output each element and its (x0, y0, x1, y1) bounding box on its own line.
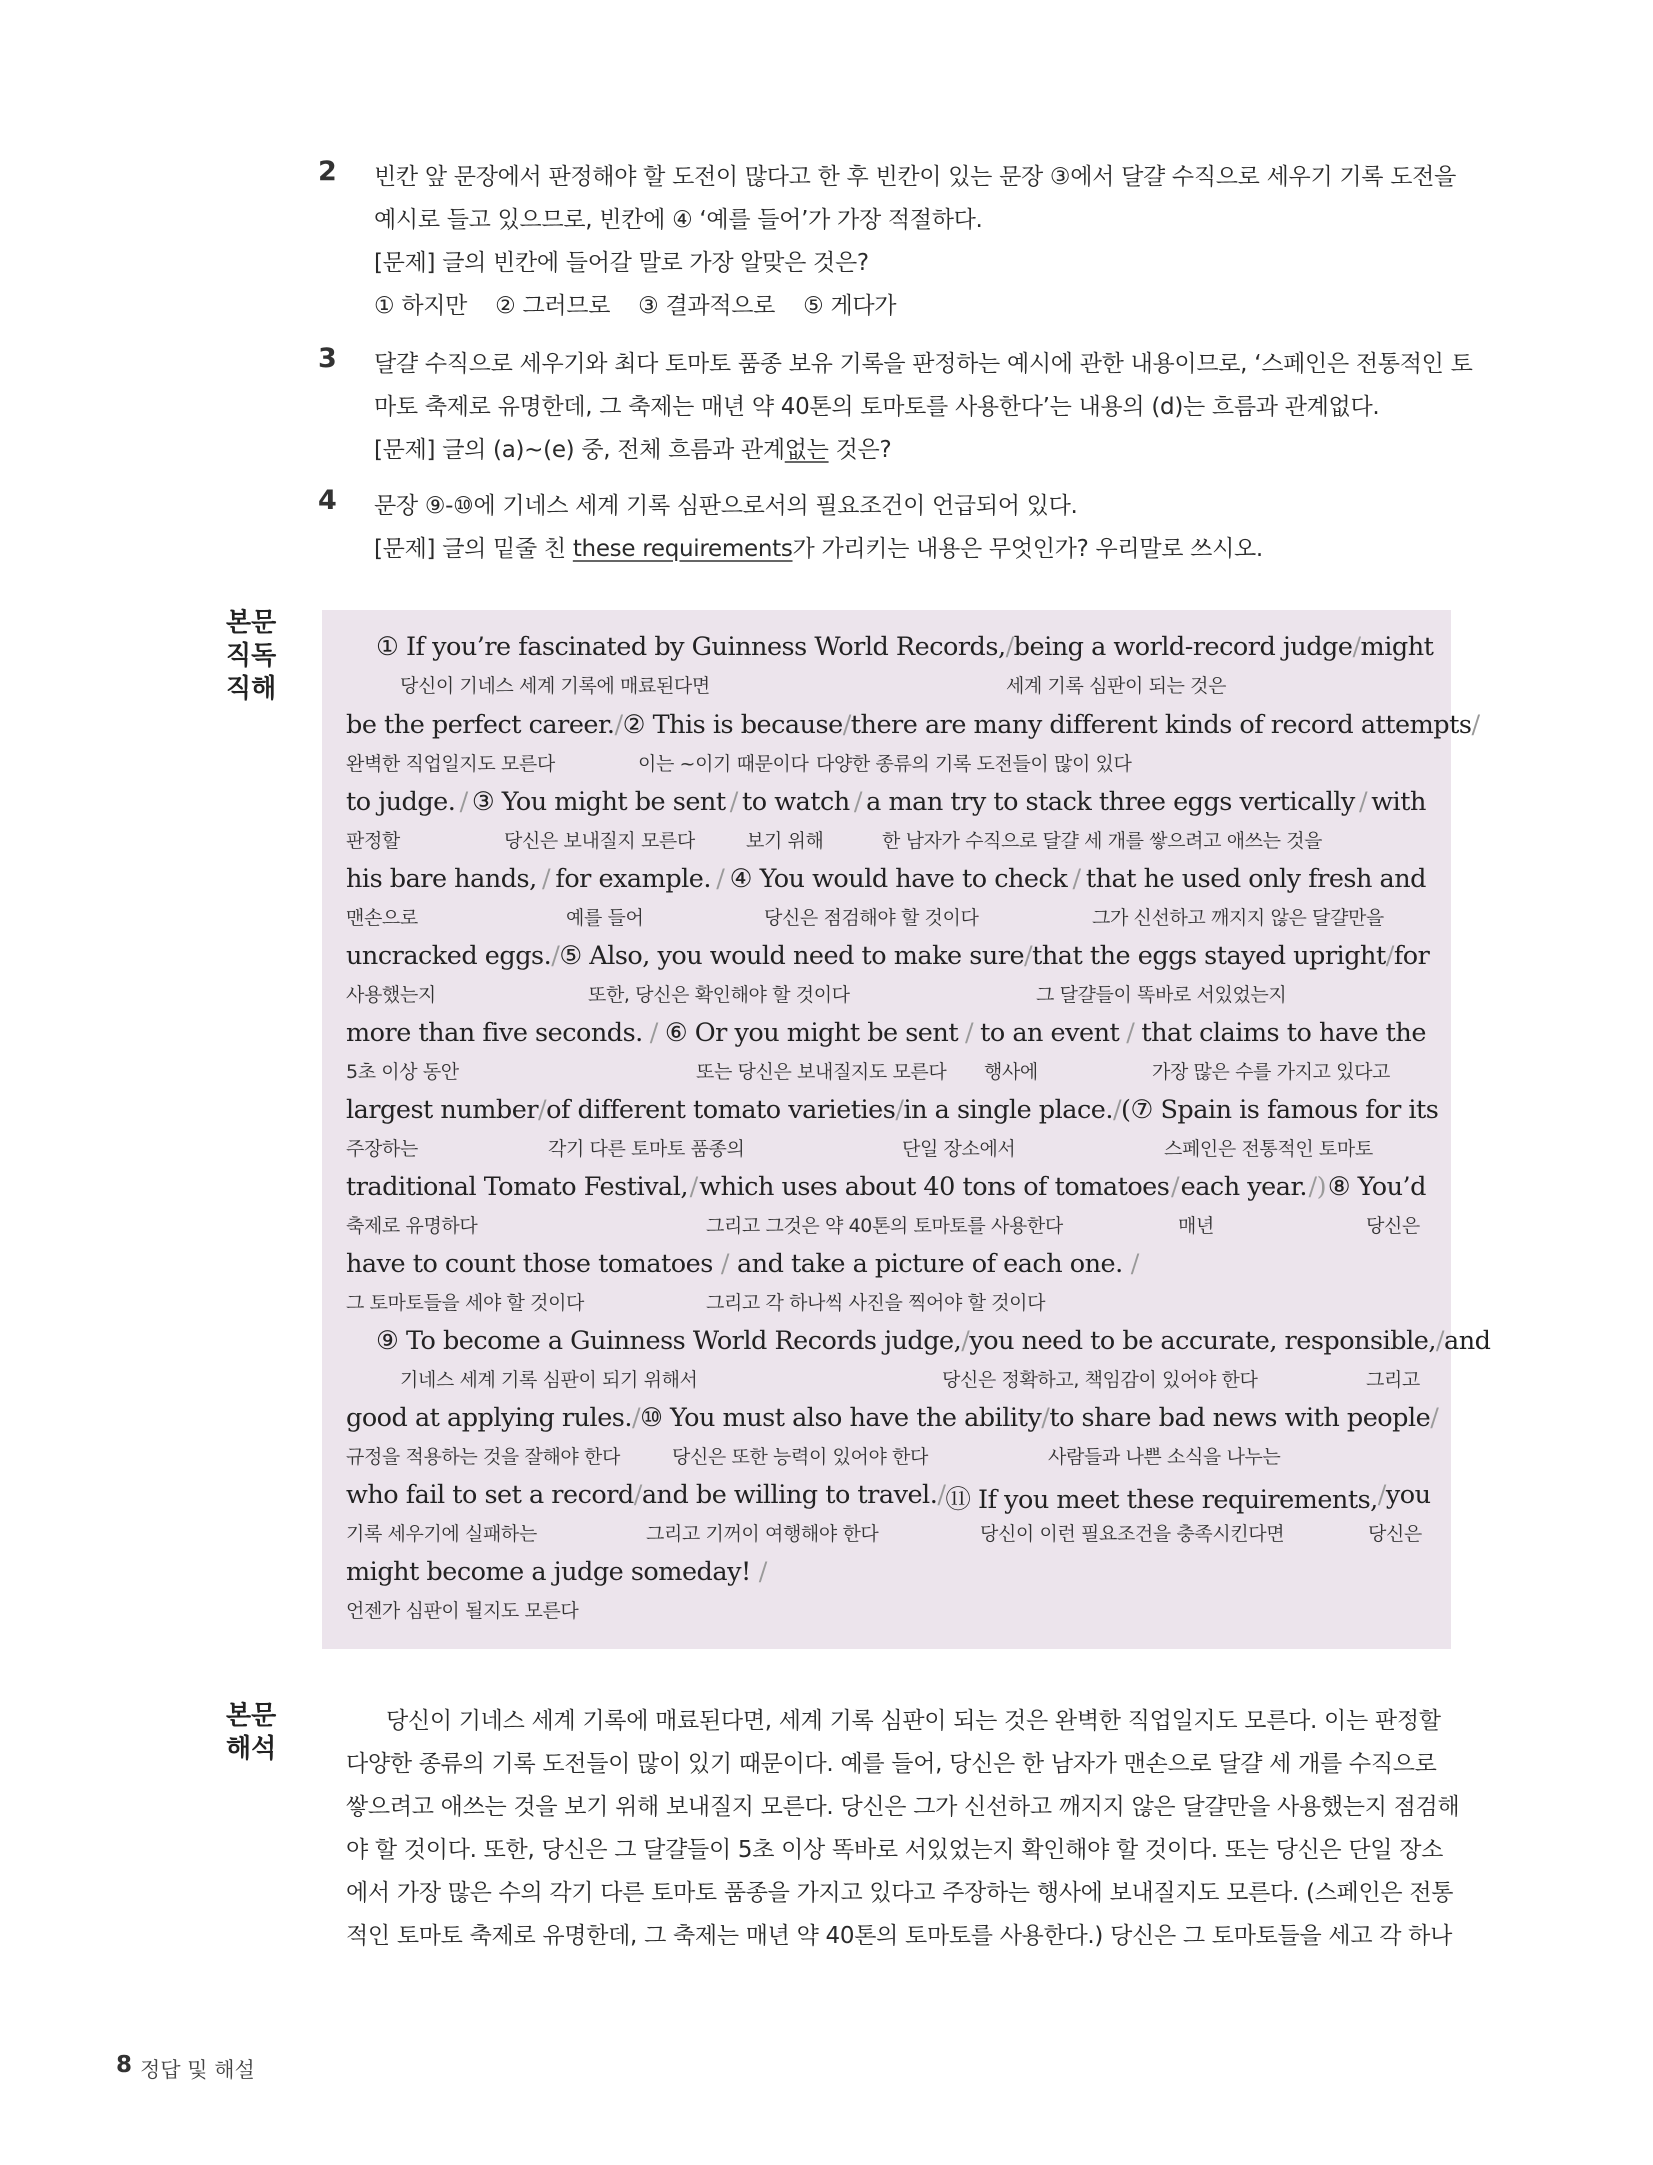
chunk-slash: / (689, 1172, 698, 1202)
section-label-reading: 본문 직독 직해 (226, 608, 277, 704)
question-number: 2 (318, 156, 337, 187)
english-sentence (376, 1326, 1491, 1356)
chunk-slash: / (1072, 864, 1081, 894)
english-chunk: being a world-record judge (1013, 632, 1353, 662)
english-chunk: be the perfect career. (346, 710, 615, 740)
chunk-slash: / (842, 710, 851, 740)
chunk-slash: / (937, 1480, 946, 1510)
english-chunk: might (1360, 632, 1434, 662)
korean-gloss: 축제로 유명하다 (346, 1215, 478, 1237)
reading-row (346, 1249, 1426, 1319)
question-line: 달걀 수직으로 세우기와 최다 토마토 품종 보유 기록을 판정하는 예시에 관한 내용이므로, ‘스페인은 전통적인 토 (374, 351, 1473, 377)
question-line: 마토 축제로 유명한데, 그 축제는 매년 약 40톤의 토마토를 사용한다’는 내용의 (d)는 흐름과 관계없다. (374, 394, 1380, 420)
question-line: ① 하지만 ② 그러므로 ③ 결과적으로 ⑤ 게다가 (374, 293, 897, 319)
english-chunk: and take a picture of each one. (736, 1249, 1123, 1279)
chunk-slash: / (716, 864, 725, 894)
chunk-slash: / (1041, 1403, 1050, 1433)
reading-row (346, 1326, 1491, 1396)
korean-gloss: 이는 ~이기 때문이다 (638, 753, 809, 775)
page-number: 8 (116, 2052, 133, 2078)
chunk-slash: / (1005, 632, 1014, 662)
chunk-slash: / (729, 787, 738, 817)
english-chunk: ⑤ Also, you would need to make sure (559, 941, 1025, 971)
english-chunk: for example. (555, 864, 711, 894)
chunk-slash: / (542, 864, 551, 894)
chunk-slash: / (1435, 1326, 1445, 1356)
korean-gloss: 기록 세우기에 실패하는 (346, 1523, 537, 1545)
question-number: 4 (318, 485, 337, 516)
question-line: 문장 ⑨-⑩에 기네스 세계 기록 심판으로서의 필요조건이 언급되어 있다. (374, 493, 1078, 519)
chunk-slash: / (965, 1018, 974, 1048)
english-chunk: to watch (742, 787, 850, 817)
english-sentence (346, 1172, 1426, 1202)
translation-line: 다양한 종류의 기록 도전들이 많이 있기 때문이다. 예를 들어, 당신은 한 남자가 맨손으로 달걀 세 개를 수직으로 (346, 1751, 1437, 1777)
korean-gloss: 스페인은 전통적인 토마토 (1164, 1138, 1373, 1160)
chunk-slash: / (1130, 1249, 1139, 1279)
chunk-slash: / (1352, 632, 1361, 662)
english-chunk: there are many different kinds of record attempts (850, 710, 1472, 740)
chunk-slash: / (758, 1557, 767, 1587)
question-line: [문제] 글의 빈칸에 들어갈 말로 가장 알맞은 것은? (374, 250, 869, 276)
english-sentence (346, 1480, 1431, 1516)
chunk-slash: / (1024, 941, 1033, 971)
english-chunk: ④ You would have to check (729, 864, 1068, 894)
reading-row (346, 864, 1426, 934)
korean-gloss: 가장 많은 수를 가지고 있다고 (1152, 1061, 1391, 1083)
korean-gloss: 당신은 (1368, 1523, 1422, 1545)
korean-gloss: 당신은 점검해야 할 것이다 (764, 907, 979, 929)
korean-gloss: 사용했는지 (346, 984, 436, 1006)
korean-gloss: 그리고 그것은 약 40톤의 토마토를 사용한다 (706, 1215, 1063, 1237)
english-chunk: good at applying rules. (346, 1403, 632, 1433)
korean-gloss: 당신은 또한 능력이 있어야 한다 (672, 1446, 928, 1468)
english-chunk: largest number (346, 1095, 539, 1125)
chunk-slash: / (649, 1018, 658, 1048)
chunk-slash: / (720, 1249, 729, 1279)
korean-gloss: 매년 (1178, 1215, 1214, 1237)
question-number: 3 (318, 343, 337, 374)
english-chunk: that claims to have the (1141, 1018, 1426, 1048)
korean-gloss: 보기 위해 (746, 830, 824, 852)
chunk-slash: / (1126, 1018, 1135, 1048)
english-chunk: in a single place. (903, 1095, 1113, 1125)
english-chunk: ⑪ If you meet these requirements, (945, 1485, 1378, 1515)
english-chunk: traditional Tomato Festival, (346, 1172, 688, 1202)
underlined-text: 없는 (784, 437, 829, 463)
korean-gloss: 그 달걀들이 똑바로 서있었는지 (1036, 984, 1287, 1006)
chunk-slash: / (1170, 1172, 1180, 1202)
korean-gloss: 한 남자가 수직으로 달걀 세 개를 쌓으려고 애쓰는 것을 (882, 830, 1323, 852)
english-chunk: more than five seconds. (346, 1018, 643, 1048)
reading-row (346, 1095, 1439, 1165)
korean-gloss: 그리고 기꺼이 여행해야 한다 (646, 1523, 879, 1545)
chunk-slash: / (1471, 710, 1480, 740)
english-chunk: which uses about 40 tons of tomatoes (699, 1172, 1170, 1202)
question-prompt (374, 431, 891, 464)
footer-label: 정답 및 해설 (140, 2058, 255, 2082)
english-chunk: ② This is because (622, 710, 843, 740)
chunk-slash: / (631, 1403, 641, 1433)
reading-row (346, 941, 1430, 1011)
korean-gloss: 또는 당신은 보내질지도 모른다 (696, 1061, 947, 1083)
english-chunk: that he used only fresh and (1085, 864, 1426, 894)
chunk-slash: / (551, 941, 560, 971)
reading-row (346, 1018, 1426, 1088)
korean-gloss: 단일 장소에서 (902, 1138, 1016, 1160)
translation-line: 야 할 것이다. 또한, 당신은 그 달걀들이 5초 이상 똑바로 서있었는지 확인해야 할 것이다. 또는 당신은 단일 장소 (346, 1837, 1444, 1863)
section-label-translation: 본문 해석 (226, 1701, 277, 1764)
english-chunk: a man try to stack three eggs vertically (866, 787, 1355, 817)
english-sentence (346, 864, 1426, 894)
chunk-slash: / (633, 1480, 642, 1510)
reading-row (346, 710, 1480, 780)
korean-gloss: 세계 기록 심판이 되는 것은 (1006, 675, 1227, 697)
korean-gloss: 그가 신선하고 깨지지 않은 달걀만을 (1092, 907, 1384, 929)
korean-gloss: 각기 다른 토마토 품종의 (548, 1138, 745, 1160)
korean-gloss: 당신은 (1366, 1215, 1420, 1237)
english-chunk: his bare hands, (346, 864, 537, 894)
english-sentence (346, 787, 1426, 817)
reading-row (346, 632, 1434, 702)
english-chunk: have to count those tomatoes (346, 1249, 713, 1279)
question-line: 예시로 들고 있으므로, 빈칸에 ④ ‘예를 들어’가 가장 적절하다. (374, 207, 983, 233)
korean-gloss: 예를 들어 (566, 907, 644, 929)
korean-gloss: 또한, 당신은 확인해야 할 것이다 (588, 984, 850, 1006)
korean-gloss: 언젠가 심판이 될지도 모른다 (346, 1600, 579, 1622)
chunk-slash: / (538, 1095, 547, 1125)
korean-gloss: 다양한 종류의 기록 도전들이 많이 있다 (816, 753, 1132, 775)
english-chunk: (⑦ Spain is famous for its (1121, 1095, 1439, 1125)
english-sentence (346, 941, 1430, 971)
question-prompt (374, 530, 1263, 563)
english-chunk: who fail to set a record (346, 1480, 634, 1510)
korean-gloss: 그 토마토들을 세야 할 것이다 (346, 1292, 585, 1314)
english-chunk: you need to be accurate, responsible, (969, 1326, 1436, 1356)
english-chunk: to share bad news with people (1049, 1403, 1431, 1433)
prompt-text: 것은? (828, 437, 892, 463)
chunk-slash: / (1112, 1095, 1122, 1125)
korean-gloss: 당신은 정확하고, 책임감이 있어야 한다 (942, 1369, 1258, 1391)
english-chunk: and (1444, 1326, 1491, 1356)
english-sentence (376, 632, 1434, 662)
english-sentence (346, 1249, 1426, 1279)
english-sentence (346, 1095, 1439, 1125)
english-sentence (346, 1403, 1439, 1433)
reading-row (346, 787, 1426, 857)
chunk-slash: / (961, 1326, 970, 1356)
english-chunk: ⑧ You’d (1327, 1172, 1426, 1202)
english-sentence (346, 710, 1480, 740)
korean-gloss: 행사에 (984, 1061, 1038, 1083)
korean-gloss: 주장하는 (346, 1138, 418, 1160)
chunk-slash: / (1358, 787, 1368, 817)
english-chunk: that the eggs stayed upright (1032, 941, 1386, 971)
chunk-slash: /) (1308, 1172, 1327, 1202)
chunk-slash: / (853, 787, 862, 817)
korean-gloss: 사람들과 나쁜 소식을 나누는 (1048, 1446, 1281, 1468)
chunk-slash: / (1385, 941, 1394, 971)
english-chunk: ⑨ To become a Guinness World Records judge, (376, 1326, 962, 1356)
korean-gloss: 당신이 기네스 세계 기록에 매료된다면 (400, 675, 710, 697)
chunk-slash: / (1377, 1480, 1386, 1510)
korean-gloss: 당신은 보내질지 모른다 (504, 830, 695, 852)
english-chunk: with (1371, 787, 1426, 817)
english-chunk: ③ You might be sent (471, 787, 726, 817)
chunk-slash: / (459, 787, 468, 817)
english-chunk: to an event (980, 1018, 1120, 1048)
korean-gloss: 판정할 (346, 830, 400, 852)
korean-gloss: 당신이 이런 필요조건을 충족시킨다면 (980, 1523, 1285, 1545)
korean-gloss: 맨손으로 (346, 907, 418, 929)
reading-row (346, 1403, 1439, 1473)
korean-gloss: 기네스 세계 기록 심판이 되기 위해서 (400, 1369, 698, 1391)
english-chunk: to judge. (346, 787, 456, 817)
reading-row (346, 1480, 1431, 1550)
korean-gloss: 완벽한 직업일지도 모른다 (346, 753, 555, 775)
english-chunk: ⑩ You must also have the ability (640, 1403, 1042, 1433)
question-line: 빈칸 앞 문장에서 판정해야 할 도전이 많다고 한 후 빈칸이 있는 문장 ③에서 달걀 수직으로 세우기 기록 도전을 (374, 164, 1456, 190)
korean-gloss: 그리고 (1366, 1369, 1420, 1391)
chunk-slash: / (614, 710, 623, 740)
translation-line: 에서 가장 많은 수의 각기 다른 토마토 품종을 가지고 있다고 주장하는 행사에 보내질지도 모른다. (스페인은 전통 (346, 1880, 1454, 1906)
english-chunk: for (1393, 941, 1430, 971)
prompt-text: 가 가리키는 내용은 무엇인가? 우리말로 쓰시오. (792, 536, 1263, 562)
english-chunk: might become a judge someday! (346, 1557, 751, 1587)
korean-gloss: 5초 이상 동안 (346, 1061, 459, 1083)
english-chunk: ⑥ Or you might be sent (664, 1018, 959, 1048)
english-sentence (346, 1557, 1426, 1587)
prompt-text: [문제] 글의 밑줄 친 (374, 536, 573, 562)
translation-line: 적인 토마토 축제로 유명한데, 그 축제는 매년 약 40톤의 토마토를 사용한다.) 당신은 그 토마토들을 세고 각 하나 (346, 1923, 1453, 1949)
prompt-text: [문제] 글의 (a)~(e) 중, 전체 흐름과 관계 (374, 437, 785, 463)
reading-row (346, 1172, 1426, 1242)
english-chunk: ① If you’re fascinated by Guinness World Records, (376, 632, 1006, 662)
korean-gloss: 규정을 적용하는 것을 잘해야 한다 (346, 1446, 620, 1468)
english-chunk: and be willing to travel. (641, 1480, 938, 1510)
english-chunk: uncracked eggs. (346, 941, 552, 971)
english-sentence (346, 1018, 1426, 1048)
translation-line: 당신이 기네스 세계 기록에 매료된다면, 세계 기록 심판이 되는 것은 완벽한 직업일지도 모른다. 이는 판정할 (386, 1708, 1441, 1734)
translation-line: 쌓으려고 애쓰는 것을 보기 위해 보내질지 모른다. 당신은 그가 신선하고 깨지지 않은 달걀만을 사용했는지 점검해 (346, 1794, 1460, 1820)
english-chunk: each year. (1180, 1172, 1307, 1202)
chunk-slash: / (1430, 1403, 1439, 1433)
reading-row (346, 1557, 1426, 1627)
korean-gloss: 그리고 각 하나씩 사진을 찍어야 할 것이다 (706, 1292, 1046, 1314)
english-chunk: you (1385, 1480, 1431, 1510)
english-chunk: of different tomato varieties (546, 1095, 896, 1125)
chunk-slash: / (895, 1095, 904, 1125)
underlined-text: these requirements (572, 536, 793, 562)
